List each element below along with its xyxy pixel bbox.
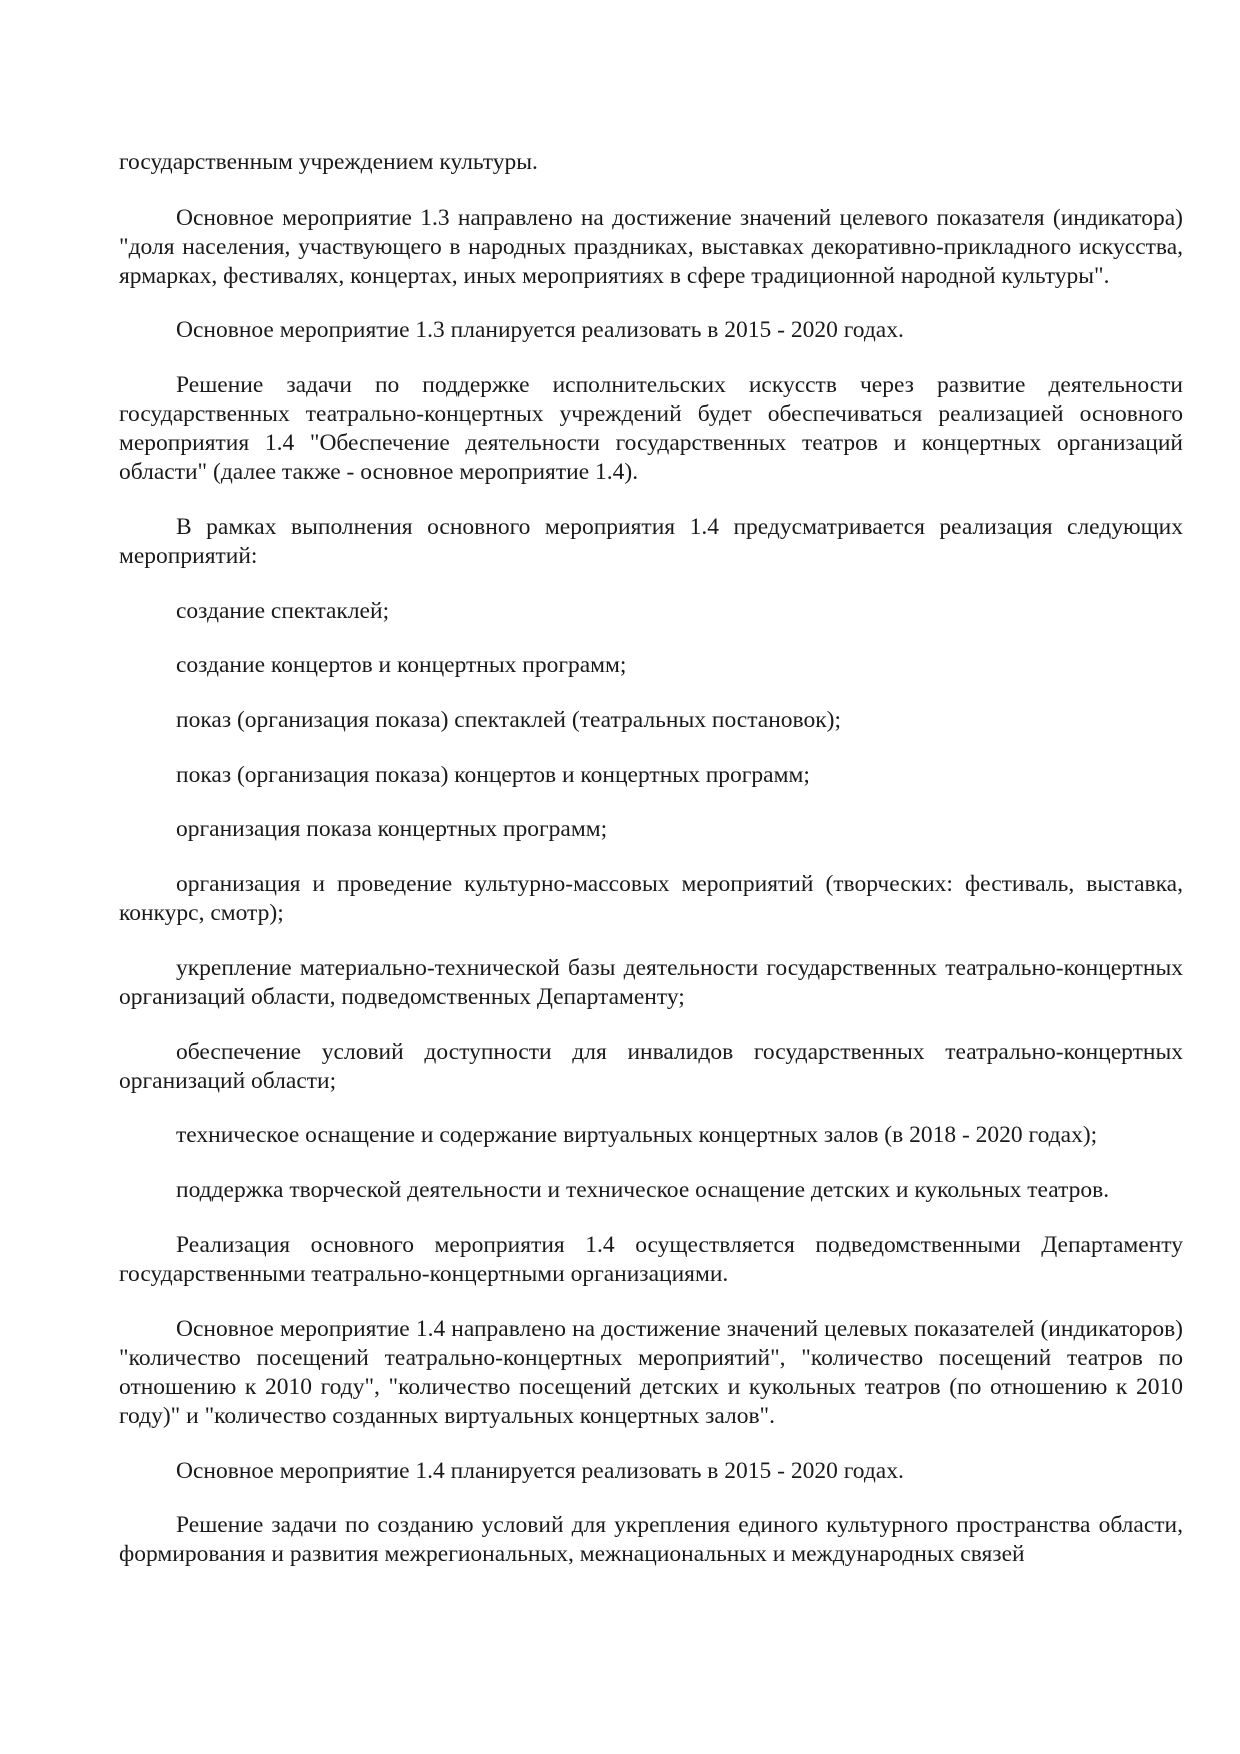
- document-page: [119, 148, 1183, 1569]
- list-item: показ (организация показа) концертов и концертных программ;: [176, 762, 810, 788]
- paragraph-event-1-4-implementers: Реализация основного мероприятия 1.4 осуществляется подведомственными Департаменту государственными театрально-концертными организациями.: [119, 1232, 1183, 1287]
- paragraph-event-1-3-indicator: Основное мероприятие 1.3 направлено на достижение значений целевого показателя (индикатора) "доля населения, участвующего в народных праздниках, выставках декоративно-прикладного искусства, ярмарках, фестивалях, концертах, иных мероприятиях в сфере традиционной народной культуры".: [119, 205, 1183, 289]
- paragraph-task-performing-arts: Решение задачи по поддержке исполнительских искусств через развитие деятельности государственных театрально-концертных учреждений будет обеспечиваться реализацией основного мероприятия 1.4 "Обеспечение деятельности государственных театров и концертных организаций области" (далее также - основное мероприятие 1.4).: [119, 372, 1183, 485]
- paragraph-event-1-3-period: Основное мероприятие 1.3 планируется реализовать в 2015 - 2020 годах.: [176, 317, 904, 343]
- list-item: поддержка творческой деятельности и техническое оснащение детских и кукольных театров.: [176, 1177, 1110, 1203]
- list-item: организация показа концертных программ;: [176, 816, 608, 842]
- list-item: организация и проведение культурно-массовых мероприятий (творческих: фестиваль, выставка, конкурс, смотр);: [119, 871, 1183, 926]
- list-item: создание концертов и концертных программ;: [176, 652, 627, 678]
- paragraph-event-1-4-intro: В рамках выполнения основного мероприятия 1.4 предусматривается реализация следующих мероприятий:: [119, 514, 1183, 569]
- paragraph-task-cultural-space: Решение задачи по созданию условий для укрепления единого культурного пространства области, формирования и развития межрегиональных, межнациональных и международных связей: [119, 1512, 1183, 1567]
- paragraph-continuation: государственным учреждением культуры.: [119, 149, 538, 175]
- list-item: создание спектаклей;: [176, 598, 390, 624]
- list-item: укрепление материально-технической базы деятельности государственных театрально-концертных организаций области, подведомственных Департаменту;: [119, 955, 1183, 1010]
- paragraph-event-1-4-indicators: Основное мероприятие 1.4 направлено на достижение значений целевых показателей (индикаторов) "количество посещений театрально-концертных мероприятий", "количество посещений театров по отношению к 2010 году", "количество посещений детских и кукольных театров (по отношению к 2010 году)" и "количество созданных виртуальных концертных залов".: [119, 1316, 1183, 1429]
- paragraph-event-1-4-period: Основное мероприятие 1.4 планируется реализовать в 2015 - 2020 годах.: [176, 1458, 904, 1484]
- list-item: показ (организация показа) спектаклей (театральных постановок);: [176, 707, 841, 733]
- list-item: техническое оснащение и содержание виртуальных концертных залов (в 2018 - 2020 годах);: [176, 1122, 1098, 1148]
- list-item: обеспечение условий доступности для инвалидов государственных театрально-концертных организаций области;: [119, 1039, 1183, 1094]
